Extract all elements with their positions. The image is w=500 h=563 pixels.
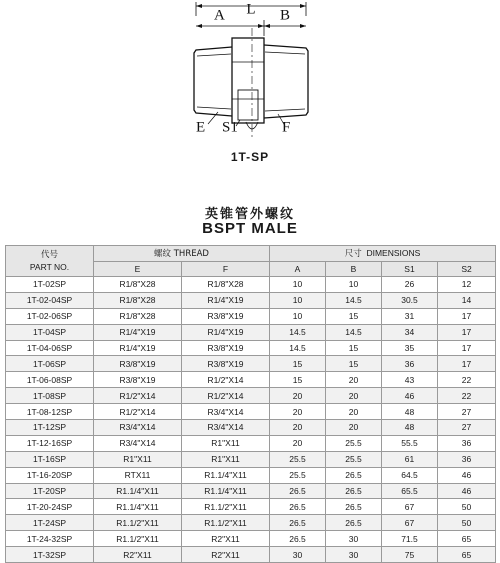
thread-e-cell: R3/8"X19 (94, 372, 182, 388)
table-row (6, 499, 496, 515)
part-no-cell: 1T-16-20SP (6, 467, 94, 483)
dim-a-cell: 25.5 (270, 467, 326, 483)
dim-b-cell: 26.5 (326, 499, 382, 515)
thread-f-cell: R1.1/4"X11 (182, 483, 270, 499)
table-row (6, 404, 496, 420)
dim-a-cell: 20 (270, 404, 326, 420)
table-row (6, 372, 496, 388)
table-row (6, 388, 496, 404)
label-A: A (214, 7, 225, 24)
dim-s2-cell: 22 (438, 372, 496, 388)
part-no-cell: 1T-12SP (6, 420, 94, 436)
dim-s1-cell: 30.5 (382, 292, 438, 308)
table-row (6, 292, 496, 308)
thread-f-cell: R1.1/4"X11 (182, 467, 270, 483)
label-S1: S1 (222, 119, 238, 136)
table-row (6, 324, 496, 340)
dim-b-cell: 20 (326, 420, 382, 436)
dim-a-cell: 15 (270, 372, 326, 388)
dim-s2-cell: 17 (438, 340, 496, 356)
dim-a-cell: 10 (270, 292, 326, 308)
dim-a-cell: 30 (270, 547, 326, 563)
part-no-cell: 1T-04-06SP (6, 340, 94, 356)
dim-s1-cell: 46 (382, 388, 438, 404)
thread-f-cell: R2"X11 (182, 547, 270, 563)
dim-s1-cell: 35 (382, 340, 438, 356)
dim-s2-cell: 36 (438, 435, 496, 451)
thread-f-cell: R1/2"X14 (182, 388, 270, 404)
dim-s1-cell: 71.5 (382, 531, 438, 547)
dim-b-cell: 30 (326, 531, 382, 547)
table-row (6, 277, 496, 293)
thread-f-cell: R1"X11 (182, 451, 270, 467)
dim-s2-cell: 17 (438, 308, 496, 324)
dim-s2-cell: 46 (438, 483, 496, 499)
dimensions-header-en: DIMENSIONS (366, 248, 421, 258)
label-E: E (196, 119, 206, 136)
thread-e-cell: R3/4"X14 (94, 435, 182, 451)
thread-f-cell: R2"X11 (182, 531, 270, 547)
thread-e-cell: R1.1/2"X11 (94, 515, 182, 531)
dim-a-cell: 14.5 (270, 340, 326, 356)
dim-b-cell: 14.5 (326, 292, 382, 308)
dimensions-group-header (270, 246, 496, 262)
thread-e-cell: R1/8"X28 (94, 277, 182, 293)
part-code: 1T-SP (230, 150, 270, 164)
dim-b-cell: 20 (326, 404, 382, 420)
dim-a-cell: 10 (270, 277, 326, 293)
part-no-cell: 1T-02SP (6, 277, 94, 293)
part-no-cell: 1T-24-32SP (6, 531, 94, 547)
dim-b-cell: 26.5 (326, 467, 382, 483)
thread-e-cell: R1"X11 (94, 451, 182, 467)
dim-s2-cell: 27 (438, 420, 496, 436)
dim-a-cell: 20 (270, 420, 326, 436)
col-header-a: A (270, 262, 326, 277)
thread-f-cell: R3/8"X19 (182, 340, 270, 356)
thread-group-header: 螺纹 THREAD (94, 246, 270, 262)
dim-b-cell: 25.5 (326, 451, 382, 467)
table-row (6, 515, 496, 531)
thread-f-cell: R3/4"X14 (182, 420, 270, 436)
dim-s1-cell: 48 (382, 404, 438, 420)
part-no-cell: 1T-02-06SP (6, 308, 94, 324)
table-row (6, 531, 496, 547)
dim-s2-cell: 14 (438, 292, 496, 308)
dim-b-cell: 20 (326, 372, 382, 388)
thread-e-cell: R1/4"X19 (94, 324, 182, 340)
dim-b-cell: 30 (326, 547, 382, 563)
part-no-cell: 1T-06SP (6, 356, 94, 372)
table-row (6, 308, 496, 324)
dim-s2-cell: 36 (438, 451, 496, 467)
dim-a-cell: 20 (270, 388, 326, 404)
dim-s2-cell: 17 (438, 324, 496, 340)
dim-s1-cell: 64.5 (382, 467, 438, 483)
table-row (6, 420, 496, 436)
thread-f-cell: R1"X11 (182, 435, 270, 451)
part-no-cell: 1T-12-16SP (6, 435, 94, 451)
dim-s1-cell: 75 (382, 547, 438, 563)
thread-f-cell: R3/8"X19 (182, 356, 270, 372)
part-no-cell: 1T-20-24SP (6, 499, 94, 515)
thread-f-cell: R1/2"X14 (182, 372, 270, 388)
col-header-f: F (182, 262, 270, 277)
dim-b-cell: 15 (326, 340, 382, 356)
fitting-drawing (0, 0, 500, 150)
dim-s1-cell: 48 (382, 420, 438, 436)
dim-s1-cell: 26 (382, 277, 438, 293)
dim-s2-cell: 65 (438, 547, 496, 563)
dim-a-cell: 26.5 (270, 483, 326, 499)
col-header-e: E (94, 262, 182, 277)
dim-b-cell: 26.5 (326, 515, 382, 531)
dim-s1-cell: 67 (382, 515, 438, 531)
part-no-cell: 1T-20SP (6, 483, 94, 499)
part-no-cell: 1T-32SP (6, 547, 94, 563)
table-row (6, 435, 496, 451)
table-row (6, 340, 496, 356)
dim-b-cell: 10 (326, 277, 382, 293)
thread-e-cell: R2"X11 (94, 547, 182, 563)
dim-b-cell: 14.5 (326, 324, 382, 340)
title-chinese: 英锥管外螺纹 (204, 207, 295, 222)
table-row (6, 547, 496, 563)
dim-s2-cell: 17 (438, 356, 496, 372)
part-no-cell: 1T-24SP (6, 515, 94, 531)
dim-b-cell: 25.5 (326, 435, 382, 451)
part-no-cell: 1T-08-12SP (6, 404, 94, 420)
part-no-cell: 1T-02-04SP (6, 292, 94, 308)
dim-a-cell: 26.5 (270, 531, 326, 547)
dim-s1-cell: 67 (382, 499, 438, 515)
thread-e-cell: R1.1/4"X11 (94, 483, 182, 499)
part-no-cell: 1T-08SP (6, 388, 94, 404)
dim-a-cell: 25.5 (270, 451, 326, 467)
thread-f-cell: R1/8"X28 (182, 277, 270, 293)
thread-e-cell: R3/8"X19 (94, 356, 182, 372)
thread-e-cell: R1/8"X28 (94, 308, 182, 324)
title-english: BSPT MALE (202, 220, 298, 237)
dim-s1-cell: 65.5 (382, 483, 438, 499)
col-header-s1: S1 (382, 262, 438, 277)
dim-b-cell: 26.5 (326, 483, 382, 499)
dim-s2-cell: 12 (438, 277, 496, 293)
dim-a-cell: 26.5 (270, 515, 326, 531)
dim-a-cell: 26.5 (270, 499, 326, 515)
thread-e-cell: R1.1/2"X11 (94, 531, 182, 547)
label-B: B (280, 7, 291, 24)
dim-s1-cell: 36 (382, 356, 438, 372)
thread-e-cell: R3/4"X14 (94, 420, 182, 436)
thread-e-cell: R1.1/4"X11 (94, 499, 182, 515)
thread-e-cell: R1/2"X14 (94, 388, 182, 404)
dimensions-header-cn: 尺寸 (344, 249, 362, 259)
dim-s1-cell: 55.5 (382, 435, 438, 451)
thread-e-cell: RTX11 (94, 467, 182, 483)
dim-a-cell: 15 (270, 356, 326, 372)
part-no-cell: 1T-06-08SP (6, 372, 94, 388)
thread-f-cell: R3/8"X19 (182, 308, 270, 324)
thread-e-cell: R1/4"X19 (94, 340, 182, 356)
label-F: F (282, 119, 291, 136)
dim-a-cell: 20 (270, 435, 326, 451)
thread-f-cell: R1/4"X19 (182, 324, 270, 340)
thread-f-cell: R1.1/2"X11 (182, 515, 270, 531)
col-header-b: B (326, 262, 382, 277)
thread-f-cell: R3/4"X14 (182, 404, 270, 420)
dim-s1-cell: 34 (382, 324, 438, 340)
dim-s2-cell: 46 (438, 467, 496, 483)
dim-s1-cell: 43 (382, 372, 438, 388)
table-row (6, 451, 496, 467)
table-row (6, 467, 496, 483)
dim-b-cell: 15 (326, 356, 382, 372)
dim-s2-cell: 50 (438, 515, 496, 531)
col-header-s2: S2 (438, 262, 496, 277)
table-row (6, 356, 496, 372)
table-row (6, 483, 496, 499)
thread-e-cell: R1/2"X14 (94, 404, 182, 420)
dim-s2-cell: 22 (438, 388, 496, 404)
spec-table (5, 245, 496, 563)
dim-s1-cell: 31 (382, 308, 438, 324)
dim-s2-cell: 27 (438, 404, 496, 420)
thread-f-cell: R1.1/2"X11 (182, 499, 270, 515)
part-no-header-en: PART NO. (29, 262, 70, 272)
dim-b-cell: 20 (326, 388, 382, 404)
thread-f-cell: R1/4"X19 (182, 292, 270, 308)
part-no-header-cn: 代号 (40, 250, 58, 260)
dim-s2-cell: 65 (438, 531, 496, 547)
dim-a-cell: 10 (270, 308, 326, 324)
table-body (6, 277, 496, 563)
dim-b-cell: 15 (326, 308, 382, 324)
dim-s2-cell: 50 (438, 499, 496, 515)
dim-a-cell: 14.5 (270, 324, 326, 340)
part-no-cell: 1T-16SP (6, 451, 94, 467)
dim-s1-cell: 61 (382, 451, 438, 467)
part-no-cell: 1T-04SP (6, 324, 94, 340)
label-L: L (246, 1, 256, 18)
thread-e-cell: R1/8"X28 (94, 292, 182, 308)
part-no-header (6, 246, 94, 277)
